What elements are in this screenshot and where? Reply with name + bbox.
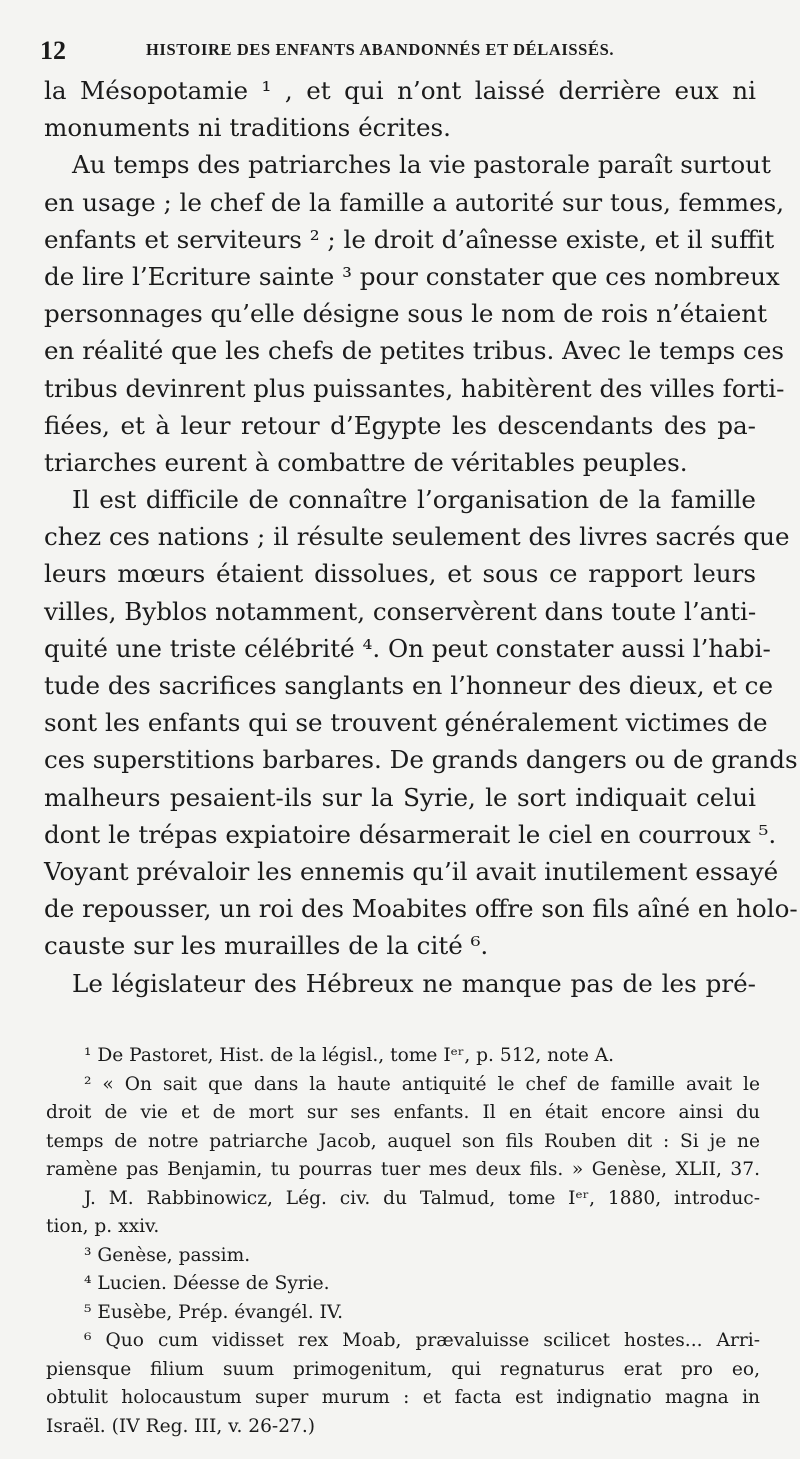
text-line: dont le trépas expiatoire désarmerait le ciel en courroux ⁵. (44, 819, 777, 849)
text-line: en usage ; le chef de la famille a autorité sur tous, femmes, (44, 187, 785, 217)
text-line: leurs mœurs étaient dissolues, et sous ce rapport leurs (44, 559, 756, 589)
text-line: tribus devinrent plus puissantes, habitèrent des villes forti- (44, 373, 785, 403)
text-line: quité une triste célébrité ⁴. On peut constater aussi l’habi- (44, 633, 771, 663)
footnote-line: piensque filium suum primogenitum, qui regnaturus erat pro eo, (46, 1358, 760, 1380)
footnote-line: tion, p. xxiv. (46, 1216, 160, 1237)
text-line: ces superstitions barbares. De grands dangers ou de grands (44, 745, 798, 775)
footnote-line: ⁴ Lucien. Déesse de Syrie. (84, 1273, 330, 1294)
footnote-line: ¹ De Pastoret, Hist. de la législ., tome Iᵉʳ, p. 512, note A. (84, 1045, 615, 1066)
text-line: fiées, et à leur retour d’Egypte les descendants des pa- (44, 410, 756, 440)
text-line: Il est difficile de connaître l’organisation de la famille (72, 485, 756, 515)
footnote-line: ² « On sait que dans la haute antiquité le chef de famille avait le (84, 1073, 760, 1095)
text-line: enfants et serviteurs ² ; le droit d’aînesse existe, et il suffit (44, 224, 775, 254)
text-line: sont les enfants qui se trouvent généralement victimes de (44, 708, 768, 738)
footnotes (46, 1042, 760, 1441)
footnote-line: obtulit holocaustum super murum : et facta est indignatio magna in (46, 1387, 760, 1408)
footnote-line: droit de vie et de mort sur ses enfants. Il en était encore ainsi du (46, 1102, 760, 1123)
text-line: tude des sacrifices sanglants en l’honneur des dieux, et ce (44, 671, 773, 700)
text-line: la Mésopotamie ¹ , et qui n’ont laissé derrière eux ni (44, 76, 756, 105)
footnote-line: ⁵ Eusèbe, Prép. évangél. IV. (84, 1301, 343, 1323)
text-line: de repousser, un roi des Moabites offre son fils aîné en holo- (44, 894, 798, 924)
footnote-line: ⁶ Quo cum vidisset rex Moab, prævaluisse scilicet hostes... Arri- (84, 1330, 760, 1351)
text-line: de lire l’Ecriture sainte ³ pour constater que ces nombreux (44, 261, 780, 291)
running-header (40, 36, 760, 65)
text-line: Le législateur des Hébreux ne manque pas de les pré- (72, 968, 756, 998)
footnote-line: ramène pas Benjamin, tu pourras tuer mes deux fils. » Genèse, XLII, 37. (46, 1159, 760, 1180)
text-line: personnages qu’elle désigne sous le nom de rois n’étaient (44, 299, 767, 329)
text-line: chez ces nations ; il résulte seulement des livres sacrés que (44, 522, 790, 552)
footnote-line: ³ Genèse, passim. (84, 1244, 251, 1266)
text-line: triarches eurent à combattre de véritables peuples. (44, 447, 688, 477)
text-line: monuments ni traditions écrites. (44, 113, 451, 143)
text-line: Voyant prévaloir les ennemis qu’il avait inutilement essayé (44, 856, 779, 886)
body-text (44, 72, 798, 1002)
text-line: en réalité que les chefs de petites tribus. Avec le temps ces (44, 336, 785, 366)
running-title: HISTOIRE DES ENFANTS ABANDONNÉS ET DÉLAISSÉS. (146, 40, 615, 59)
page-number: 12 (40, 36, 66, 65)
text-line: malheurs pesaient-ils sur la Syrie, le sort indiquait celui (44, 782, 756, 812)
footnote-line: temps de notre patriarche Jacob, auquel son fils Rouben dit : Si je ne (46, 1130, 760, 1152)
text-line: causte sur les murailles de la cité ⁶. (44, 931, 489, 961)
text-line: Au temps des patriarches la vie pastorale paraît surtout (72, 150, 771, 180)
text-line: villes, Byblos notamment, conservèrent dans toute l’anti- (44, 596, 757, 626)
footnote-line: Israël. (IV Reg. III, v. 26-27.) (46, 1415, 316, 1437)
footnote-line: J. M. Rabbinowicz, Lég. civ. du Talmud, tome Iᵉʳ, 1880, introduc- (84, 1187, 760, 1209)
